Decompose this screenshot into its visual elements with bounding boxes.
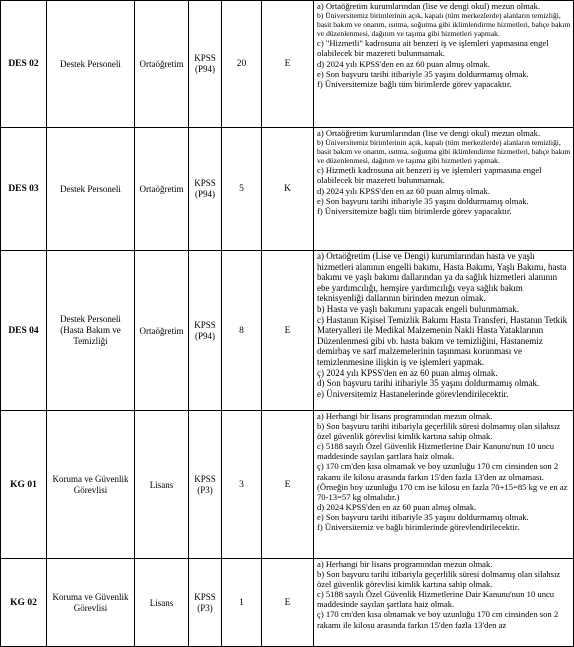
position-count: 20 <box>222 1 262 128</box>
position-count: 3 <box>222 411 262 559</box>
requirement-item: c) 5188 sayılı Özel Güvenlik Hizmetlerine Dair Kanunu'nun 10 uncu maddesinde sayılan şartlara haiz olmak. <box>317 441 555 462</box>
gender: K <box>262 128 314 251</box>
requirement-item: d) Son başvuru tarihi itibariyle 35 yaşını doldurmamış olmak. <box>317 378 540 389</box>
kpss-score-type: KPSS (P94) <box>189 128 222 251</box>
position-code: DES 02 <box>1 1 47 128</box>
education-level: Ortaöğretim <box>135 1 189 128</box>
position-title: Destek Personeli <box>47 1 135 128</box>
requirement-item: c) Hastanın Kişisel Temizlik Bakımı Hasta Transferi, Hastanın Tetkik Materyalleri ile Medikal Malzemenin Nakli Hasta Yataklarının Düzenlenmesi gibi vb. hasta bakım ve temizliğini, Hastanemiz demirbaş ve sarf malzemelerinin taşınması korunması ve temizlenmesine ilişkin iş ve işlemleri yapmak. <box>317 314 568 367</box>
requirement-item: b) Üniversitemiz birimlerinin açık, kapalı (tüm merkezlerde) alanların temizliği, basit bakım ve onarım, ısıtma, soğutma gibi iklimlendirme hizmetleri, bahçe bakım ve düzenlenmesi, dağıtım ve taşıma gibi hizmetleri yapmak. <box>317 11 571 39</box>
position-title: Koruma ve Güvenlik Görevlisi <box>47 411 135 559</box>
requirement-item: d) 2024 yılı KPSS'den en az 60 puan almış olmak. <box>317 185 490 196</box>
position-title: Destek Personeli (Hasta Bakım ve Temizliği <box>47 251 135 411</box>
requirement-item: e) Son başvuru tarihi itibariyle 35 yaşını doldurmamış olmak. <box>317 68 529 79</box>
gender: E <box>262 559 314 647</box>
position-code: DES 03 <box>1 128 47 251</box>
requirement-item: f) Üniversitemize bağlı tüm birimlerde görev yapacaktır. <box>317 78 512 89</box>
requirement-item: a) Herhangi bir lisans programından mezun olmak. <box>317 411 493 421</box>
requirement-item: c) Hizmetli kadrosuna ait benzeri iş ve işlemleri yapmasına engel olabilecek bir mazereti bulunmamak. <box>317 165 542 186</box>
requirement-item: ç) 2024 yılı KPSS'den en az 60 puan almış olmak. <box>317 367 498 378</box>
gender: E <box>262 251 314 411</box>
table-row <box>1 411 574 559</box>
position-code: KG 01 <box>1 411 47 559</box>
requirement-item: e) Son başvuru tarihi itibariyle 35 yaşını doldurmamış olmak. <box>317 511 529 522</box>
kpss-score-type: KPSS (P94) <box>189 251 222 411</box>
requirements-cell <box>314 128 574 251</box>
table-row <box>1 128 574 251</box>
requirements-cell <box>314 1 574 128</box>
position-count: 8 <box>222 251 262 411</box>
kpss-score-type: KPSS (P94) <box>189 1 222 128</box>
requirement-item: a) Ortaöğretim kurumlarından (lise ve dengi okul) mezun olmak. <box>317 128 541 138</box>
kpss-score-type: KPSS (P3) <box>189 411 222 559</box>
requirement-item: c) 5188 sayılı Özel Güvenlik Hizmetlerine Dair Kanunu'nun 10 uncu maddesinde sayılan şartlara haiz olmak. <box>317 589 555 610</box>
requirement-item: c) "Hizmetli" kadrosuna ait benzeri iş ve işlemleri yapmasına engel olabilecek bir mazereti bulunmamak. <box>317 38 549 59</box>
requirement-item: e) Son başvuru tarihi itibariyle 35 yaşını doldurmamış olmak. <box>317 195 529 206</box>
gender: E <box>262 411 314 559</box>
education-level: Lisans <box>135 559 189 647</box>
table-row <box>1 251 574 411</box>
requirement-item: b) Son başvuru tarihi itibariyla geçerlilik süresi dolmamış olan silahsız özel güvenlik görevlisi kimlik kartına sahip olmak. <box>317 569 561 590</box>
requirement-item: a) Herhangi bir lisans programından mezun olmak. <box>317 559 493 569</box>
education-level: Ortaöğretim <box>135 128 189 251</box>
position-title: Koruma ve Güvenlik Görevlisi <box>47 559 135 647</box>
requirement-item: d) 2024 yılı KPSS'den en az 60 puan almış olmak. <box>317 58 490 69</box>
requirement-item: a) Ortaöğretim kurumlarından (lise ve dengi okul) mezun olmak. <box>317 1 541 11</box>
requirement-item: b) Hasta ve yaşlı bakımını yapacak engeli bulunmamak. <box>317 303 519 314</box>
gender: E <box>262 1 314 128</box>
kpss-score-type: KPSS (P3) <box>189 559 222 647</box>
requirement-item: d) 2024 KPSS'den en az 60 puan almış olmak. <box>317 501 477 512</box>
education-level: Lisans <box>135 411 189 559</box>
requirement-item: a) Ortaöğretim (Lise ve Dengi) kurumlarından hasta ve yaşlı hizmetleri alanının engelli bakımı, Hasta Bakımı, Yaşlı Bakımı, hasta bakımı ve yaşlı bakımı dallarından ya da sağlık hizmetleri alanının ebe yardımcılığı, hemşire yardımcılığı veya sağlık bakım teknisyenliği dallarının birinden mezun olmak. <box>317 251 567 304</box>
position-title: Destek Personeli <box>47 128 135 251</box>
requirement-item: e) Üniversitemiz Hastanelerinde görevlendirilecektir. <box>317 388 509 399</box>
requirement-item: f) Üniversitemiz ve bağlı birimlerinde görevlendirilecektir. <box>317 522 520 533</box>
requirements-cell <box>314 559 574 647</box>
requirement-item: ç) 170 cm'den kısa olmamak ve boy uzunluğu 170 cm cinsinden son 2 rakamı ile kilosu arasında farkın 15'den fazla 13'den az olmaması. (Örneğin boy uzunluğu 170 cm ise kilosu en fazla 70+15=85 kg ve en az 70-13=57 kg olmalıdır.) <box>317 461 568 502</box>
requirements-cell <box>314 251 574 411</box>
position-code: KG 02 <box>1 559 47 647</box>
requirement-item: b) Son başvuru tarihi itibariyla geçerlilik süresi dolmamış olan silahsız özel güvenlik görevlisi kimlik kartına sahip olmak. <box>317 421 561 442</box>
requirement-item: b) Üniversitemiz birimlerinin açık, kapalı (tüm merkezlerde) alanların temizliği, basit bakım ve onarım, ısıtma, soğutma gibi iklimlendirme hizmetleri, bahçe bakım ve düzenlenmesi, dağıtım ve taşıma gibi hizmetleri yapmak. <box>317 138 571 166</box>
table-row <box>1 559 574 647</box>
position-count: 1 <box>222 559 262 647</box>
requirements-cell <box>314 411 574 559</box>
table-row <box>1 1 574 128</box>
education-level: Ortaöğretim <box>135 251 189 411</box>
requirement-item: ç) 170 cm'den kısa olmamak ve boy uzunluğu 170 cm cinsinden son 2 rakamı ile kilosu arasında farkın 15'den fazla 13'den az <box>317 609 559 630</box>
position-count: 5 <box>222 128 262 251</box>
position-code: DES 04 <box>1 251 47 411</box>
requirement-item: f) Üniversitemize bağlı tüm birimlerde görev yapacaktır. <box>317 205 512 216</box>
